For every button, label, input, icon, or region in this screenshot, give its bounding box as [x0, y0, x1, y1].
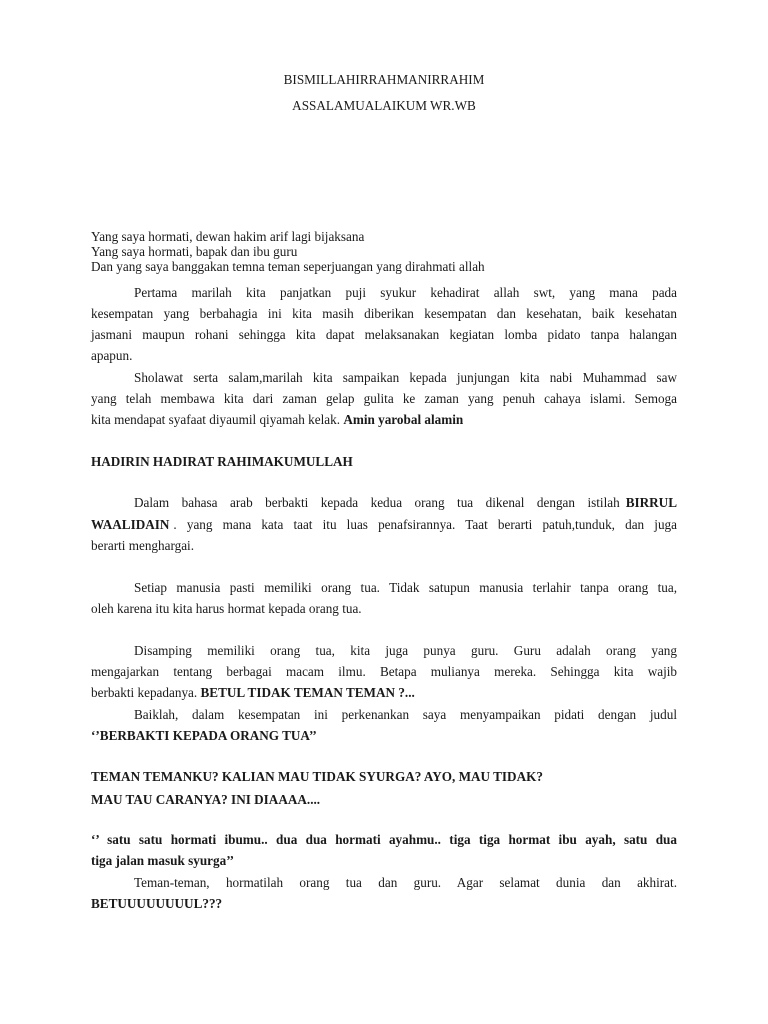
paragraph-line	[91, 412, 677, 428]
paragraph-text: . yang mana kata taat itu luas penafsirannya. Taat berarti patuh,tunduk, dan juga	[173, 517, 677, 532]
quote-line: ‘’ satu satu hormati ibumu.. dua dua hormati ayahmu.. tiga tiga hormat ibu ayah, satu dua	[91, 832, 677, 847]
paragraph-text: kita mendapat syafaat diyaumil qiyamah kelak.	[91, 412, 341, 427]
emphasis-text: WAALIDAIN	[91, 517, 170, 532]
paragraph-line: Sholawat serta salam,marilah kita sampaikan kepada junjungan kita nabi Muhammad saw	[134, 370, 677, 385]
paragraph-line: Pertama marilah kita panjatkan puji syukur kehadirat allah swt, yang mana pada	[134, 285, 677, 300]
emphasis-text: BETUUUUUUUUL???	[91, 896, 223, 911]
paragraph-line: jasmani maupun rohani sehingga kita dapat melaksanakan kegiatan lomba pidato tanpa halangan	[91, 327, 677, 342]
paragraph-text: berbakti kepadanya.	[91, 685, 198, 700]
paragraph-line: Teman-teman, hormatilah orang tua dan guru. Agar selamat dunia dan akhirat.	[134, 875, 677, 890]
paragraph-text: Dalam bahasa arab berbakti kepada kedua orang tua dikenal dengan istilah	[134, 495, 620, 510]
paragraph-line: apapun.	[91, 348, 133, 363]
paragraph-line	[91, 685, 677, 701]
quote-line: tiga jalan masuk syurga’’	[91, 853, 234, 868]
paragraph-line: Baiklah, dalam kesempatan ini perkenankan saya menyampaikan pidati dengan judul	[134, 707, 677, 722]
emphasis-text: Amin yarobal alamin	[343, 412, 464, 427]
paragraph-line: kesempatan yang berbahagia ini kita masih diberikan kesempatan dan kesehatan, baik kesehatan	[91, 306, 677, 321]
paragraph-line: oleh karena itu kita harus hormat kepada orang tua.	[91, 601, 362, 616]
paragraph-line	[91, 517, 677, 533]
section-heading: HADIRIN HADIRAT RAHIMAKUMULLAH	[91, 454, 353, 469]
section-heading: MAU TAU CARANYA? INI DIAAAA....	[91, 792, 321, 807]
paragraph-line: Setiap manusia pasti memiliki orang tua. Tidak satupun manusia terlahir tanpa orang tua,	[134, 580, 677, 595]
speech-title: ‘’BERBAKTI KEPADA ORANG TUA’’	[91, 728, 317, 743]
emphasis-text: BETUL TIDAK TEMAN TEMAN ?...	[200, 685, 415, 700]
bismillah-title: BISMILLAHIRRAHMANIRRAHIM	[283, 72, 485, 87]
salam-title: ASSALAMUALAIKUM WR.WB	[292, 98, 476, 113]
greeting-line: Yang saya hormati, dewan hakim arif lagi bijaksana	[91, 229, 365, 244]
emphasis-text: BIRRUL	[625, 495, 677, 510]
paragraph-line	[134, 495, 677, 511]
paragraph-line: yang telah membawa kita dari zaman gelap gulita ke zaman yang penuh cahaya islami. Semoga	[91, 391, 677, 406]
paragraph-line: mengajarkan tentang berbagai macam ilmu. Betapa mulianya mereka. Sehingga kita wajib	[91, 664, 677, 679]
greeting-line: Yang saya hormati, bapak dan ibu guru	[91, 244, 298, 259]
paragraph-line: Disamping memiliki orang tua, kita juga punya guru. Guru adalah orang yang	[134, 643, 677, 658]
greeting-line: Dan yang saya banggakan temna teman seperjuangan yang dirahmati allah	[91, 259, 485, 274]
paragraph-line: berarti menghargai.	[91, 538, 195, 553]
section-heading: TEMAN TEMANKU? KALIAN MAU TIDAK SYURGA? AYO, MAU TIDAK?	[91, 769, 543, 784]
